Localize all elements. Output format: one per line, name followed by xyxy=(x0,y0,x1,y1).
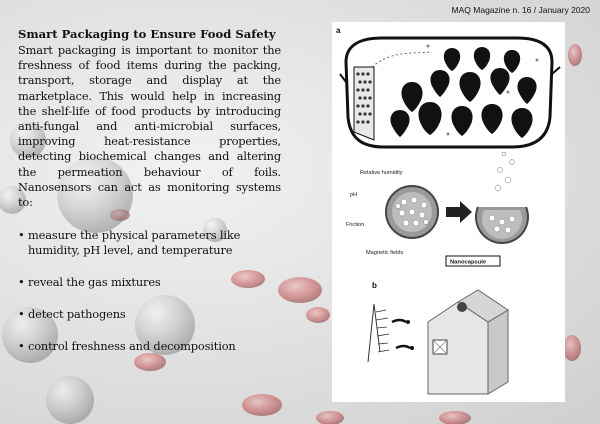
bullet-item: • reveal the gas mixtures xyxy=(18,275,281,290)
smart-packaging-figure xyxy=(332,22,565,402)
ph-label: pH xyxy=(350,192,358,198)
blood-cell xyxy=(306,307,330,323)
bullet-item: • control freshness and decomposition xyxy=(18,339,281,354)
bullet-item: • measure the physical parameters like humidity, pH level, and temperature xyxy=(18,228,281,258)
article xyxy=(18,27,281,354)
strawberry-container-illustration xyxy=(340,38,560,147)
milk-carton-illustration xyxy=(368,290,508,394)
blood-cell xyxy=(134,353,166,371)
relative-humidity-label: Relative humidity xyxy=(360,170,403,176)
arrow-icon xyxy=(446,201,472,223)
friction-label: Friction xyxy=(346,222,365,228)
nanocapsule-label: Nanocapsule xyxy=(450,259,487,266)
panel-a-label: a xyxy=(336,26,341,35)
bullet-list xyxy=(18,228,281,354)
molecule-sphere xyxy=(46,376,94,424)
bullet-item: • detect pathogens xyxy=(18,307,281,322)
blood-cell xyxy=(278,277,322,303)
blood-cell xyxy=(568,44,582,66)
blood-cell xyxy=(563,335,581,361)
magnetic-fields-label: Magnetic fields xyxy=(366,250,404,256)
magazine-issue-header: MAQ Magazine n. 16 / January 2020 xyxy=(451,5,590,15)
blood-cell xyxy=(316,411,344,424)
article-title: Smart Packaging to Ensure Food Safety xyxy=(18,27,276,41)
panel-b-label: b xyxy=(372,281,377,290)
blood-cell xyxy=(439,411,471,424)
nanocapsule-diagram xyxy=(346,152,528,266)
article-body: Smart packaging is important to monitor the freshness of food items during the packing, transport, storage and display at the marketplace. This would help in increasing the shelf-life of food products by introducing anti-fungal and anti-microbial surfaces, improving heat-resistance properties, detecting biochemical changes and altering the permeation behaviour of foils. Nanosensors can act as monitoring systems to: xyxy=(18,43,281,210)
blood-cell xyxy=(242,394,282,416)
